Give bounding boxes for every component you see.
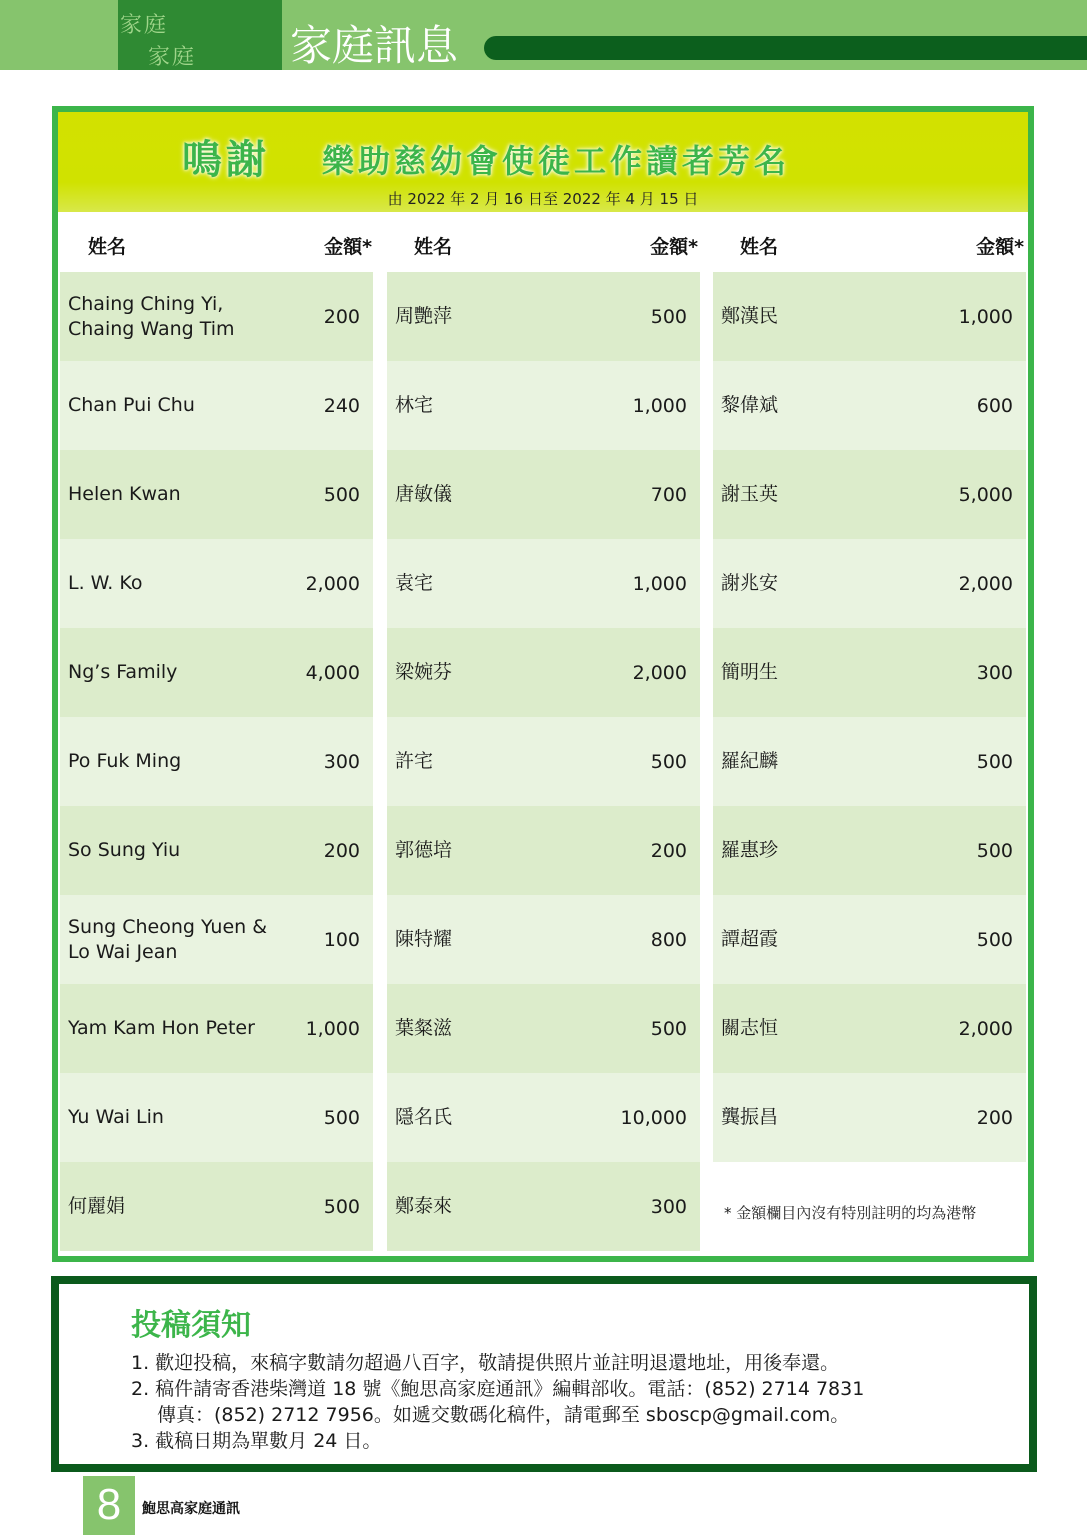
donor-amount: 500 bbox=[323, 1195, 360, 1218]
donor-row bbox=[713, 450, 1026, 539]
donor-row bbox=[387, 806, 700, 895]
donor-name: 何麗娟 bbox=[68, 1195, 126, 1217]
donor-name: 袁宅 bbox=[395, 572, 434, 594]
donor-amount: 300 bbox=[323, 750, 360, 773]
donor-row bbox=[713, 539, 1026, 628]
donors-box bbox=[52, 106, 1034, 1262]
donor-name: Sung Cheong Yuen & Lo Wai Jean bbox=[68, 915, 268, 963]
donor-amount: 200 bbox=[650, 839, 687, 862]
donor-amount: 700 bbox=[650, 483, 687, 506]
donor-amount: 5,000 bbox=[958, 483, 1013, 506]
donor-row bbox=[713, 984, 1026, 1073]
header-logo bbox=[118, 0, 282, 70]
name-header: 姓名 bbox=[88, 236, 127, 258]
donor-row bbox=[387, 272, 700, 361]
donor-name: Ng’s Family bbox=[68, 661, 178, 683]
submission-line: 傳真：(852) 2712 7956。如遞交數碼化稿件，請電郵至 sboscp@gmail.com。 bbox=[157, 1404, 850, 1426]
logo-ghost-text: 家庭 bbox=[120, 13, 169, 38]
publication-name: 鮑思高家庭通訊 bbox=[142, 1501, 240, 1517]
submission-line: 3. 截稿日期為單數月 24 日。 bbox=[131, 1430, 382, 1452]
donor-name: 梁婉芬 bbox=[395, 661, 453, 683]
donor-amount: 500 bbox=[323, 1106, 360, 1129]
donors-title-main: 鳴謝 bbox=[182, 137, 270, 183]
donor-row bbox=[387, 717, 700, 806]
donor-amount: 500 bbox=[976, 750, 1013, 773]
donor-amount: 300 bbox=[976, 661, 1013, 684]
donor-row bbox=[60, 450, 373, 539]
donor-amount: 2,000 bbox=[958, 1017, 1013, 1040]
donor-name: 許宅 bbox=[395, 750, 434, 772]
donor-name: 謝兆安 bbox=[721, 572, 779, 594]
donor-name: Chaing Ching Yi, Chaing Wang Tim bbox=[68, 292, 235, 340]
donor-amount: 2,000 bbox=[958, 572, 1013, 595]
donor-row bbox=[387, 895, 700, 984]
donor-amount: 1,000 bbox=[632, 394, 687, 417]
donor-name: Helen Kwan bbox=[68, 483, 181, 505]
donor-amount: 800 bbox=[650, 928, 687, 951]
donor-row bbox=[713, 717, 1026, 806]
donor-name: 周艷萍 bbox=[395, 305, 453, 327]
donor-name: 葉粲滋 bbox=[395, 1017, 453, 1039]
logo-ghost-text: 家庭 bbox=[148, 45, 197, 70]
donor-name: 鄭漢民 bbox=[721, 305, 779, 327]
donor-row bbox=[60, 1162, 373, 1251]
donor-name: 陳特耀 bbox=[395, 928, 453, 950]
donor-amount: 200 bbox=[976, 1106, 1013, 1129]
donor-name: Yam Kam Hon Peter bbox=[68, 1017, 255, 1039]
donor-row bbox=[387, 1162, 700, 1251]
donor-name: 譚超霞 bbox=[721, 928, 779, 950]
column-header bbox=[384, 224, 702, 264]
donor-row bbox=[387, 361, 700, 450]
currency-note: * 金額欄目內沒有特別註明的均為港幣 bbox=[724, 1204, 977, 1222]
donor-amount: 200 bbox=[323, 839, 360, 862]
amount-header: 金額* bbox=[324, 236, 372, 258]
donor-name: 關志恒 bbox=[721, 1017, 779, 1039]
donor-name: 龔振昌 bbox=[721, 1106, 779, 1128]
donor-row bbox=[713, 895, 1026, 984]
donor-amount: 600 bbox=[976, 394, 1013, 417]
donor-row bbox=[713, 628, 1026, 717]
column-header bbox=[58, 224, 376, 264]
donor-name: 唐敏儀 bbox=[395, 483, 453, 505]
submission-line: 2. 稿件請寄香港柴灣道 18 號《鮑思高家庭通訊》編輯部收。電話：(852) 2714 7831 bbox=[131, 1378, 865, 1400]
donor-amount: 500 bbox=[650, 750, 687, 773]
donor-amount: 1,000 bbox=[632, 572, 687, 595]
name-header: 姓名 bbox=[414, 236, 453, 258]
donor-row bbox=[387, 628, 700, 717]
submission-box bbox=[51, 1276, 1037, 1472]
donor-name: 羅紀麟 bbox=[721, 750, 779, 772]
header-decor-bar bbox=[484, 36, 1087, 60]
amount-header: 金額* bbox=[976, 236, 1024, 258]
donor-amount: 1,000 bbox=[958, 305, 1013, 328]
donor-amount: 4,000 bbox=[305, 661, 360, 684]
donor-row bbox=[713, 272, 1026, 361]
donors-title-rest: 樂助慈幼會使徒工作讀者芳名 bbox=[322, 142, 791, 180]
section-title: 家庭訊息 bbox=[290, 21, 459, 70]
donor-name: So Sung Yiu bbox=[68, 839, 181, 861]
donor-name: 謝玉英 bbox=[721, 483, 779, 505]
donor-name: 簡明生 bbox=[721, 661, 779, 683]
donor-amount: 200 bbox=[323, 305, 360, 328]
donor-name: Yu Wai Lin bbox=[68, 1106, 164, 1128]
donor-row bbox=[60, 895, 373, 984]
donor-name: L. W. Ko bbox=[68, 572, 143, 594]
donor-row bbox=[713, 361, 1026, 450]
donor-name: 羅惠珍 bbox=[721, 839, 779, 861]
column-header bbox=[710, 224, 1028, 264]
donor-row bbox=[387, 539, 700, 628]
donor-amount: 500 bbox=[650, 305, 687, 328]
donor-row bbox=[60, 628, 373, 717]
donor-amount: 500 bbox=[976, 928, 1013, 951]
donor-row bbox=[713, 806, 1026, 895]
donor-row bbox=[387, 450, 700, 539]
donor-amount: 2,000 bbox=[305, 572, 360, 595]
donor-row bbox=[60, 272, 373, 361]
donor-row bbox=[60, 717, 373, 806]
donor-name: 郭德培 bbox=[395, 839, 453, 861]
donor-amount: 240 bbox=[323, 394, 360, 417]
donor-amount: 2,000 bbox=[632, 661, 687, 684]
amount-header: 金額* bbox=[650, 236, 698, 258]
donor-name: 黎偉斌 bbox=[721, 394, 779, 416]
page-header bbox=[0, 0, 1087, 70]
page-number: 8 bbox=[83, 1476, 135, 1535]
submission-title: 投稿須知 bbox=[131, 1308, 251, 1343]
donor-row bbox=[60, 539, 373, 628]
donor-amount: 10,000 bbox=[620, 1106, 687, 1129]
donor-name: 隱名氏 bbox=[395, 1106, 453, 1128]
donor-row bbox=[60, 806, 373, 895]
donor-amount: 500 bbox=[650, 1017, 687, 1040]
donor-amount: 100 bbox=[323, 928, 360, 951]
donor-amount: 500 bbox=[323, 483, 360, 506]
donor-row bbox=[713, 1073, 1026, 1162]
donor-row bbox=[387, 984, 700, 1073]
donor-row bbox=[60, 361, 373, 450]
donor-row bbox=[60, 1073, 373, 1162]
donor-row bbox=[387, 1073, 700, 1162]
donor-name: 鄭泰來 bbox=[395, 1195, 453, 1217]
donors-title-band bbox=[58, 112, 1028, 212]
donor-name: Po Fuk Ming bbox=[68, 750, 182, 772]
donor-amount: 1,000 bbox=[305, 1017, 360, 1040]
donor-name: 林宅 bbox=[395, 394, 434, 416]
submission-line: 1. 歡迎投稿，來稿字數請勿超過八百字，敬請提供照片並註明退還地址，用後奉還。 bbox=[131, 1352, 840, 1374]
donor-amount: 300 bbox=[650, 1195, 687, 1218]
donors-period: 由 2022 年 2 月 16 日至 2022 年 4 月 15 日 bbox=[387, 190, 699, 208]
donor-name: Chan Pui Chu bbox=[68, 394, 195, 416]
donor-amount: 500 bbox=[976, 839, 1013, 862]
donor-row bbox=[60, 984, 373, 1073]
name-header: 姓名 bbox=[740, 236, 779, 258]
